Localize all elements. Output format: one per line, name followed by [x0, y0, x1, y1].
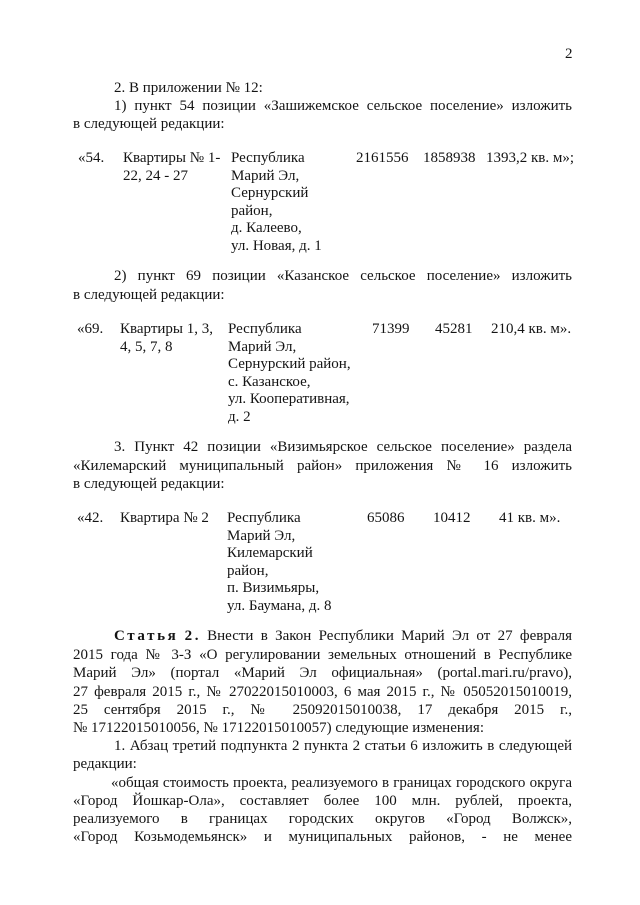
row-address-line: д. 2	[228, 408, 251, 425]
row-address	[228, 321, 351, 426]
row-address-line: Марий Эл,	[231, 167, 300, 184]
row-address-line: ул. Кооперативная,	[228, 391, 350, 407]
row-object-line: Квартира № 2	[120, 510, 209, 526]
paragraph-1-line-1: 1. Абзац третий подпункта 2 пункта 2 статьи 6 изложить в следующей	[114, 738, 572, 754]
quote-line-2: «Город Йошкар-Ола», составляет более 100 млн. рублей, проекта,	[73, 793, 572, 809]
row-number: «69.	[77, 321, 104, 337]
item-1-line-1: 1) пункт 54 позиции «Зашижемское сельское поселение» изложить	[114, 98, 572, 114]
article-2-line-4: 27 февраля 2015 г., № 27022015010003, 6 мая 2015 г., № 05052015010019,	[73, 684, 572, 700]
quote-line-3: реализуемого в границах городских округов «Город Волжск»,	[73, 811, 572, 827]
row-object-line: 22, 24 - 27	[123, 167, 188, 184]
row-object-line: Квартиры 1, 3,	[120, 321, 214, 337]
row-object	[120, 321, 213, 356]
article-2-line-1-text: Внести в Закон Республики Марий Эл от 27 февраля	[207, 628, 572, 644]
row-address-line: ул. Новая, д. 1	[231, 237, 322, 254]
row-address-line: Марий Эл,	[227, 527, 296, 544]
row-object-line: Квартиры № 1-	[123, 150, 221, 166]
row-value-2: 10412	[433, 510, 471, 526]
row-address-line: Килемарский	[227, 545, 313, 561]
row-address-line: Республика	[231, 150, 305, 166]
row-address-line: район,	[231, 202, 273, 219]
row-address	[227, 510, 332, 615]
row-address-line: Сернурский район,	[228, 356, 351, 372]
row-number: «42.	[77, 510, 104, 526]
article-2-line-6: № 17122015010056, № 17122015010057) следующие изменения:	[73, 720, 484, 736]
row-object-line: 4, 5, 7, 8	[120, 338, 173, 355]
row-value-2: 45281	[435, 321, 473, 337]
item-2-line-1: 2) пункт 69 позиции «Казанское сельское поселение» изложить	[114, 268, 572, 284]
article-2-label: Статья 2.	[114, 628, 202, 644]
row-address-line: район,	[227, 562, 269, 579]
row-value-1: 2161556	[356, 150, 409, 166]
row-value-1: 71399	[372, 321, 410, 337]
section-3-line-1: 3. Пункт 42 позиции «Визимьярское сельское поселение» раздела	[114, 439, 572, 455]
row-value-2: 1858938	[423, 150, 476, 166]
section-3-line-2: «Килемарский муниципальный район» приложения № 16 изложить	[73, 458, 572, 474]
section-2-heading: 2. В приложении № 12:	[114, 80, 263, 96]
row-value-1: 65086	[367, 510, 405, 526]
row-address-line: ул. Баумана, д. 8	[227, 597, 332, 614]
row-object	[123, 150, 220, 185]
row-area: 1393,2 кв. м»;	[486, 150, 575, 166]
article-2-line-5: 25 сентября 2015 г., № 25092015010038, 17 декабря 2015 г.,	[73, 702, 572, 718]
row-number: «54.	[78, 150, 105, 166]
row-address-line: Республика	[227, 510, 301, 526]
section-3-line-3: в следующей редакции:	[73, 476, 225, 492]
row-area: 210,4 кв. м».	[491, 321, 572, 337]
row-address-line: с. Казанское,	[228, 373, 311, 390]
row-object	[120, 510, 209, 528]
quote-line-1: «общая стоимость проекта, реализуемого в границах городского округа	[111, 775, 572, 791]
article-2-line-3: Марий Эл» (портал «Марий Эл официальная» (portal.mari.ru/pravo),	[73, 665, 572, 681]
row-address	[231, 150, 322, 255]
row-address-line: п. Визимьяры,	[227, 580, 320, 596]
row-area: 41 кв. м».	[499, 510, 561, 526]
article-2-line-1	[114, 628, 572, 646]
article-2-line-2: 2015 года № 3-З «О регулировании земельных отношений в Республике	[73, 647, 572, 663]
row-address-line: Республика	[228, 321, 302, 337]
row-address-line: Сернурский	[231, 185, 309, 201]
page-number: 2	[565, 46, 573, 62]
paragraph-1-line-2: редакции:	[73, 756, 137, 772]
quote-line-4: «Город Козьмодемьянск» и муниципальных районов, - не менее	[73, 829, 572, 845]
row-address-line: д. Калеево,	[231, 220, 302, 236]
item-1-line-2: в следующей редакции:	[73, 116, 225, 132]
item-2-line-2: в следующей редакции:	[73, 287, 225, 303]
row-address-line: Марий Эл,	[228, 338, 297, 355]
